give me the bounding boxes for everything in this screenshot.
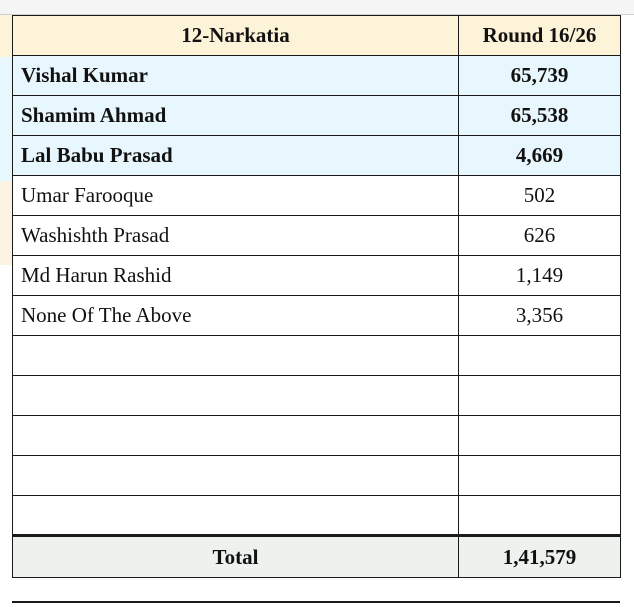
top-strip xyxy=(0,0,634,15)
left-strip-cell xyxy=(0,97,12,139)
empty-row xyxy=(13,496,621,536)
header-row xyxy=(13,16,621,56)
candidate-votes: 626 xyxy=(459,216,621,256)
empty-cell xyxy=(13,456,459,496)
total-label: Total xyxy=(13,536,459,578)
left-strip-cell xyxy=(0,57,12,97)
table-row xyxy=(13,136,621,176)
empty-row xyxy=(13,456,621,496)
empty-row xyxy=(13,376,621,416)
empty-row xyxy=(13,416,621,456)
empty-cell xyxy=(13,496,459,536)
candidate-votes: 3,356 xyxy=(459,296,621,336)
table-row xyxy=(13,96,621,136)
results-table xyxy=(12,15,621,578)
table-row xyxy=(13,296,621,336)
candidate-votes: 502 xyxy=(459,176,621,216)
table-row xyxy=(13,56,621,96)
round-header: Round 16/26 xyxy=(459,16,621,56)
candidate-votes: 65,538 xyxy=(459,96,621,136)
candidate-name: Md Harun Rashid xyxy=(13,256,459,296)
candidate-name: Shamim Ahmad xyxy=(13,96,459,136)
empty-cell xyxy=(459,336,621,376)
candidate-votes: 4,669 xyxy=(459,136,621,176)
empty-cell xyxy=(13,416,459,456)
candidate-name: None Of The Above xyxy=(13,296,459,336)
bottom-border xyxy=(12,601,620,603)
left-column-strip xyxy=(0,15,12,613)
empty-cell xyxy=(13,376,459,416)
empty-cell xyxy=(13,336,459,376)
total-row xyxy=(13,536,621,578)
candidate-name: Vishal Kumar xyxy=(13,56,459,96)
empty-row xyxy=(13,336,621,376)
table-row xyxy=(13,256,621,296)
candidate-name: Washishth Prasad xyxy=(13,216,459,256)
left-strip-cell xyxy=(0,139,12,181)
candidate-name: Lal Babu Prasad xyxy=(13,136,459,176)
total-votes: 1,41,579 xyxy=(459,536,621,578)
left-strip-cell xyxy=(0,15,12,57)
empty-cell xyxy=(459,416,621,456)
table-row xyxy=(13,176,621,216)
candidate-name: Umar Farooque xyxy=(13,176,459,216)
table-row xyxy=(13,216,621,256)
left-strip-cell xyxy=(0,223,12,265)
empty-cell xyxy=(459,456,621,496)
empty-cell xyxy=(459,496,621,536)
left-strip-cell xyxy=(0,181,12,223)
empty-cell xyxy=(459,376,621,416)
right-strip xyxy=(620,15,634,613)
constituency-header: 12-Narkatia xyxy=(13,16,459,56)
candidate-votes: 1,149 xyxy=(459,256,621,296)
candidate-votes: 65,739 xyxy=(459,56,621,96)
